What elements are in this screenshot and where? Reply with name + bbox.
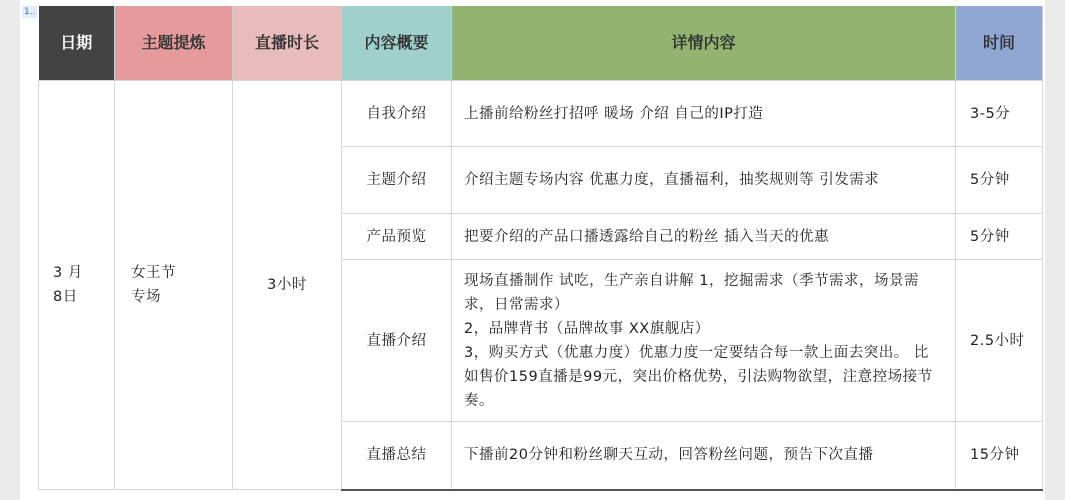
section-cell: 自我介绍 [342,81,452,147]
header-row [39,6,1043,81]
header-summary: 内容概要 [342,6,452,81]
event-theme-cell: 女王节 专场 [115,81,233,490]
time-cell: 3-5分 [956,81,1043,147]
detail-cell: 介绍主题专场内容 优惠力度，直播福利，抽奖规则等 引发需求 [452,147,956,214]
header-theme: 主题提炼 [115,6,233,81]
live-stream-schedule-table [38,6,1043,491]
detail-cell: 下播前20分钟和粉丝聊天互动，回答粉丝问题，预告下次直播 [452,422,956,490]
section-cell: 直播总结 [342,422,452,490]
time-cell: 5分钟 [956,214,1043,260]
event-duration-cell: 3小时 [233,81,342,490]
detail-cell: 把要介绍的产品口播透露给自己的粉丝 插入当天的优惠 [452,214,956,260]
header-time: 时间 [956,6,1043,81]
header-detail: 详情内容 [452,6,956,81]
time-cell: 15分钟 [956,422,1043,490]
time-cell: 5分钟 [956,147,1043,214]
detail-cell: 上播前给粉丝打招呼 暖场 介绍 自己的IP打造 [452,81,956,147]
event-date-cell: 3 月 8日 [39,81,115,490]
time-cell: 2.5小时 [956,260,1043,422]
header-duration: 直播时长 [233,6,342,81]
section-cell: 产品预览 [342,214,452,260]
detail-cell: 现场直播制作 试吃，生产亲自讲解 1，挖掘需求（季节需求，场景需求，日常需求） 2，品牌背书（品牌故事 XX旗舰店） 3，购买方式（优惠力度）优惠力度一定要结合每一款上面去突出。 比如售价159直播是99元，突出价格优势，引法购物欲望，注意控场接节奏。 [452,260,956,422]
section-cell: 主题介绍 [342,147,452,214]
table-row [39,81,1043,147]
section-cell: 直播介绍 [342,260,452,422]
page-marker: 1.. [24,7,36,17]
header-date: 日期 [39,6,115,81]
